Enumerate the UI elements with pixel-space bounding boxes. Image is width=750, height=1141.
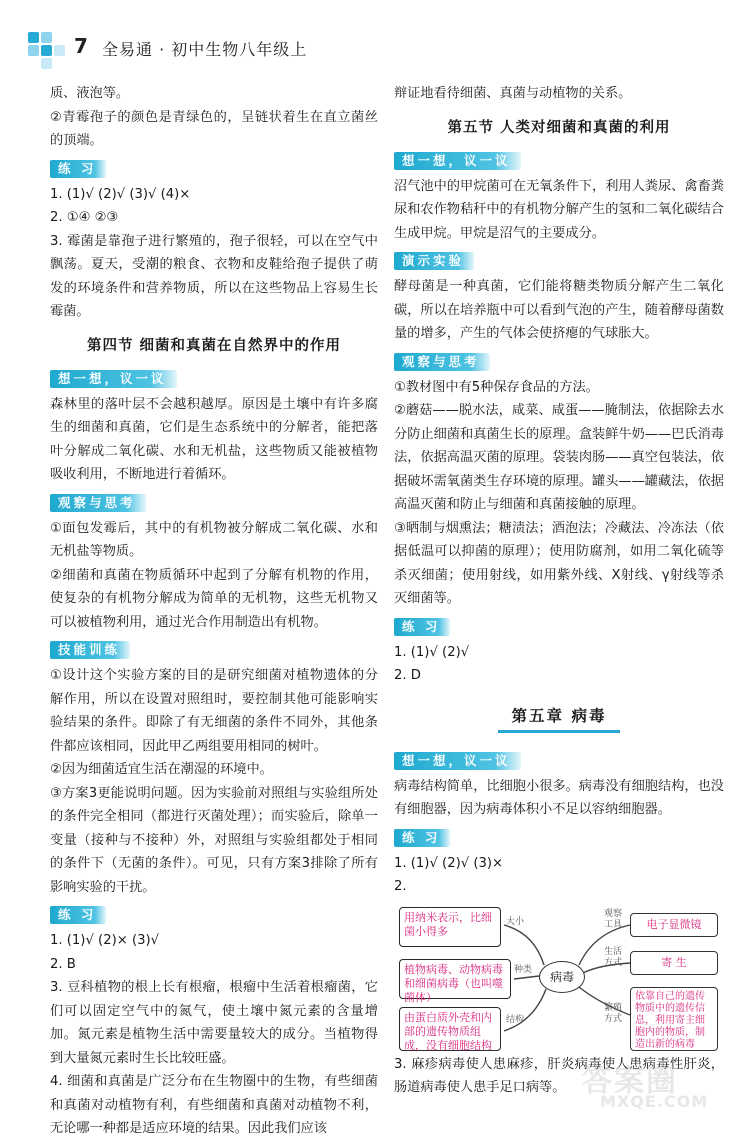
- text-paragraph: ①面包发霉后，其中的有机物被分解成二氧化碳、水和无机盐等物质。: [50, 520, 378, 559]
- answer-line: 1. (1)√ (2)√ (3)√ (4)×: [50, 186, 191, 202]
- mind-map-label-structure: 结构: [506, 1014, 525, 1025]
- book-title: 全易通 · 初中生物八年级上: [102, 40, 308, 59]
- mind-map-box-observe: 电子显微镜: [630, 913, 718, 937]
- answer-line: 2. ①④ ②③: [50, 210, 119, 225]
- mind-map-label-size: 大小: [506, 916, 525, 927]
- mind-map-label-type: 种类: [514, 964, 533, 975]
- section-tag-practice: 练 习: [394, 829, 450, 847]
- section-tag-practice: 练 习: [394, 618, 450, 636]
- section-tag-observe: 观察与思考: [50, 494, 146, 512]
- page-number: 7: [74, 34, 88, 58]
- page-header: [28, 30, 728, 70]
- section-tag-think: 想一想，议一议: [394, 752, 521, 770]
- mind-map-box-type: 植物病毒、动物病毒和细菌病毒（也叫噬菌体）: [399, 959, 511, 999]
- mind-map-box-size: 用纳米表示，比细菌小得多: [399, 907, 501, 947]
- mind-map-label-life: 生活方式: [604, 946, 623, 968]
- answer-line: 3. 豆科植物的根上长有根瘤，根瘤中生活着根瘤菌，它们可以固定空气中的氮气，使土壤中氮元素的含量增加。氮元素是植物生活中需要量较大的成分。当植物得到大量氮元素时生长比较旺盛。: [50, 980, 378, 1066]
- section-tag-demo: 演示实验: [394, 252, 474, 270]
- answer-line: 2. B: [50, 956, 76, 972]
- section-tag-skill: 技能训练: [50, 641, 130, 659]
- text-paragraph: 沼气池中的甲烷菌可在无氧条件下，利用人粪尿、禽畜粪尿和农作物秸秆中的有机物分解产生的氢和二氧化碳结合生成甲烷。甲烷是沼气的主要成分。: [394, 178, 724, 241]
- section-tag-practice: 练 习: [50, 160, 106, 178]
- answer-line: 4. 细菌和真菌是广泛分布在生物圈中的生物，有些细菌和真菌对动植物有利，有些细菌和真菌对动植物不利，无论哪一种都是适应环境的结果。因此我们应该: [50, 1074, 378, 1136]
- text-paragraph: ①设计这个实验方案的目的是研究细菌对植物遗体的分解作用，所以在设置对照组时，要控制其他可能影响实验结果的条件。即除了有无细菌的条件不同外，其他条件都应该相同，因此甲乙两组要用相同的树叶。: [50, 668, 378, 754]
- text-paragraph: 病毒结构简单，比细胞小很多。病毒没有细胞结构，也没有细胞器，因为病毒体积小不足以容纳细胞器。: [394, 778, 724, 817]
- text-paragraph: ③方案3更能说明问题。因为实验前对照组与实验组所处的条件完全相同（都进行灭菌处理）；而实验后，除单一变量（接种与不接种）外，对照组与实验组都处于相同的条件下（无菌的条件）。可见，只有方案3排除了所有影响实验的干扰。: [50, 785, 378, 895]
- watermark-logo: [572, 1056, 732, 1116]
- section-tag-think: 想一想，议一议: [50, 370, 177, 388]
- mind-map-box-life: 寄 生: [630, 951, 718, 975]
- answer-line: 3. 麻疹病毒使人患麻疹，肝炎病毒使人患病毒性肝炎，肠道病毒使人患手足口病等。: [394, 1056, 724, 1095]
- text-paragraph: ①教材图中有5种保存食品的方法。: [394, 379, 599, 395]
- watermark-url: MXQE.COM: [600, 1092, 709, 1111]
- mind-map-label-repro: 繁殖方式: [604, 1002, 623, 1024]
- mind-map-center: 病毒: [539, 961, 585, 993]
- text-paragraph: 辩证地看待细菌、真菌与动植物的关系。: [394, 86, 632, 101]
- section-title: 第四节 细菌和真菌在自然界中的作用: [86, 337, 342, 354]
- text-paragraph: ③晒制与烟熏法；糖渍法；酒泡法；冷藏法、冷冻法（依据低温可以抑菌的原理）；使用防腐剂，如用二氧化硫等杀灭细菌；使用射线，如用紫外线、X射线、γ射线等杀灭细菌等。: [394, 520, 724, 606]
- right-column: [394, 82, 724, 1100]
- section-title: 第五节 人类对细菌和真菌的利用: [447, 119, 671, 136]
- left-column: [50, 82, 378, 1141]
- answer-line: 1. (1)√ (2)√ (3)×: [394, 855, 504, 871]
- logo-icon: [28, 32, 64, 68]
- virus-mind-map: [394, 903, 724, 1053]
- answer-line: 3. 霉菌是靠孢子进行繁殖的，孢子很轻，可以在空气中飘荡。夏天，受潮的粮食、衣物和皮鞋给孢子提供了萌发的环境条件和营养物质，所以在这些物品上容易生长霉菌。: [50, 233, 378, 319]
- text-paragraph: 森林里的落叶层不会越积越厚。原因是土壤中有许多腐生的细菌和真菌，它们是生态系统中的分解者，能把落叶分解成二氧化碳、水和无机盐，这些物质又能被植物吸收利用，不断地进行着循环。: [50, 396, 378, 482]
- text-paragraph: ②青霉孢子的颜色是青绿色的，呈链状着生在直立菌丝的顶端。: [50, 109, 378, 148]
- answer-line: 2. D: [394, 668, 421, 683]
- text-paragraph: 质、液泡等。: [50, 86, 130, 101]
- text-paragraph: ②因为细菌适宜生活在潮湿的环境中。: [50, 762, 273, 777]
- watermark-text: 答案圈: [582, 1064, 678, 1099]
- text-paragraph: ②细菌和真菌在物质循环中起到了分解有机物的作用，使复杂的有机物分解成为简单的无机物，这些无机物又可以被植物利用，通过光合作用制造出有机物。: [50, 567, 378, 630]
- mind-map-box-structure: 由蛋白质外壳和内部的遗传物质组成，没有细胞结构: [399, 1007, 501, 1051]
- mind-map-label-observe: 观察工具: [604, 908, 623, 930]
- answer-line: 2.: [394, 879, 407, 894]
- mind-map-box-repro: 依靠自己的遗传物质中的遗传信息，利用寄主细胞内的物质，制造出新的病毒: [630, 987, 718, 1051]
- section-tag-practice: 练 习: [50, 906, 106, 924]
- chapter-title: [394, 702, 724, 733]
- section-tag-think: 想一想，议一议: [394, 152, 521, 170]
- section-tag-observe: 观察与思考: [394, 353, 490, 371]
- chapter-title-text: 第五章 病毒: [498, 702, 621, 733]
- text-paragraph: 酵母菌是一种真菌，它们能将糖类物质分解产生二氧化碳，所以在培养瓶中可以看到气泡的产生，随着酵母菌数量的增多，产生的气体会使挤瘪的气球胀大。: [394, 279, 724, 341]
- answer-line: 1. (1)√ (2)√: [394, 644, 470, 660]
- text-paragraph: ②蘑菇——脱水法，咸菜、咸蛋——腌制法，依据除去水分防止细菌和真菌生长的原理。盒装鲜牛奶——巴氏消毒法，依据高温灭菌的原理。袋装肉肠——真空包装法，依据破坏需氧菌类生存环境的原理。罐头——罐藏法，依据高温灭菌和防止与细菌和真菌接触的原理。: [394, 403, 724, 512]
- answer-line: 1. (1)√ (2)× (3)√: [50, 933, 160, 948]
